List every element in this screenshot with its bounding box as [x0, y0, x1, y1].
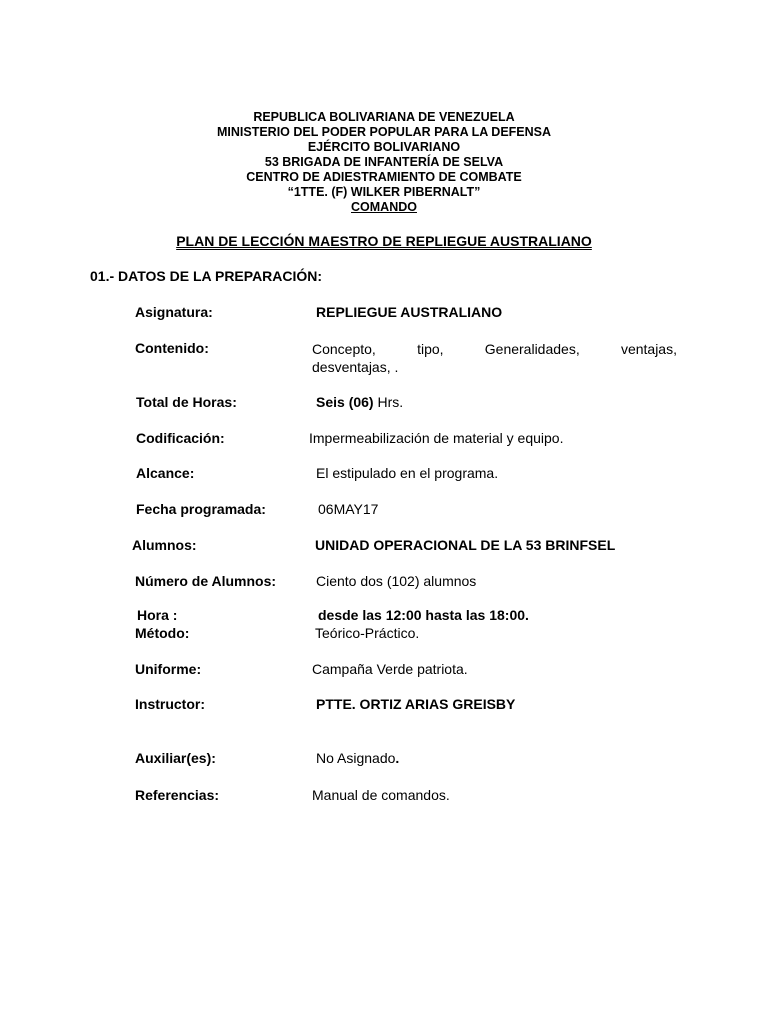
uniforme-label: Uniforme: [135, 661, 202, 677]
total-horas-unit: Hrs. [373, 394, 404, 410]
total-horas-number: Seis (06) [316, 394, 374, 410]
total-horas-value [316, 394, 403, 410]
referencias-label: Referencias: [135, 787, 220, 803]
contenido-line-2: desventajas, . [312, 359, 399, 375]
auxiliar-period: . [395, 750, 400, 766]
asignatura-label: Asignatura: [135, 304, 213, 320]
instructor-label: Instructor: [135, 696, 205, 712]
header-army: EJÉRCITO BOLIVARIANO [307, 140, 461, 154]
metodo-label: Método: [135, 625, 190, 641]
codificacion-label: Codificación: [136, 430, 225, 446]
hora-value: desde las 12:00 hasta las 18:00. [318, 607, 529, 623]
numero-alumnos-label: Número de Alumnos: [135, 573, 277, 589]
codificacion-value: Impermeabilización de material y equipo. [309, 430, 564, 446]
header-brigade: 53 BRIGADA DE INFANTERÍA DE SELVA [264, 155, 504, 169]
numero-alumnos-value: Ciento dos (102) alumnos [316, 573, 477, 589]
alumnos-label: Alumnos: [132, 537, 197, 553]
section-title: 01.- DATOS DE LA PREPARACIÓN: [90, 268, 323, 284]
auxiliar-value [316, 750, 399, 766]
hora-label: Hora : [137, 607, 178, 623]
alcance-value: El estipulado en el programa. [316, 465, 499, 481]
uniforme-value: Campaña Verde patriota. [312, 661, 468, 677]
metodo-value: Teórico-Práctico. [315, 625, 420, 641]
document-header [0, 110, 768, 215]
header-training-center: CENTRO DE ADIESTRAMIENTO DE COMBATE [246, 170, 522, 184]
header-ministry: MINISTERIO DEL PODER POPULAR PARA LA DEFENSA [216, 125, 552, 139]
asignatura-value: REPLIEGUE AUSTRALIANO [316, 304, 503, 320]
alumnos-value: UNIDAD OPERACIONAL DE LA 53 BRINFSEL [315, 537, 616, 553]
alcance-label: Alcance: [136, 465, 195, 481]
contenido-word: Concepto, [312, 341, 376, 357]
auxiliar-text: No Asignado [316, 750, 396, 766]
auxiliar-label: Auxiliar(es): [135, 750, 216, 766]
fecha-label: Fecha programada: [136, 501, 266, 517]
fecha-value: 06MAY17 [318, 501, 379, 517]
header-command: COMANDO [351, 200, 417, 214]
header-republic: REPUBLICA BOLIVARIANA DE VENEZUELA [253, 110, 515, 124]
contenido-word: Generalidades, [484, 341, 580, 357]
contenido-line-1 [312, 340, 677, 358]
referencias-value: Manual de comandos. [312, 787, 450, 803]
contenido-value [312, 340, 677, 376]
contenido-word: tipo, [417, 341, 444, 357]
document-title: PLAN DE LECCIÓN MAESTRO DE REPLIEGUE AUSTRALIANO [176, 233, 592, 249]
instructor-value: PTTE. ORTIZ ARIAS GREISBY [316, 696, 516, 712]
header-center-name: “1TTE. (F) WILKER PIBERNALT” [287, 185, 481, 199]
contenido-label: Contenido: [135, 340, 209, 356]
total-horas-label: Total de Horas: [136, 394, 237, 410]
contenido-word: ventajas, [620, 341, 677, 357]
